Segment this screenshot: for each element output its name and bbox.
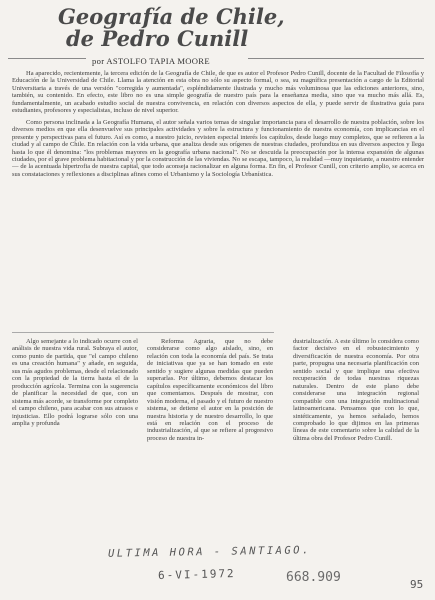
article-column-1 [12, 338, 138, 546]
byline: por ASTOLFO TAPIA MOORE [92, 56, 210, 66]
column-1-text: Algo semejante a lo indicado ocurre con el análisis de nuestra vida rural. Subraya el autor, como punto de partida, que "el campo chileno es una creación humana" y añade, en seguida, sus más agudos problemas, desde el relacionado con la propiedad de la tierra hasta el de la producción agrícola. Termina con la sugerencia de planificar la necesidad de que, con un sistema más acorde, se transforme por completo el campo chileno, para acabar con sus atrasos e injusticias. Ello podrá lograrse sólo con una amplia y profunda [12, 338, 138, 427]
handwritten-date: 6-VI-1972 [157, 566, 236, 583]
article-intro [12, 70, 424, 332]
article-column-2 [147, 338, 273, 546]
column-3-text: dustrialización. A este último lo considera como factor decisivo en el robustecimiento y diversificación de nuestra economía. Por otra parte, propugna una necesaria planificación con sentido social y que implique una efectiva recuperación de todas nuestras riquezas naturales. Dentro de este plano debe considerarse una integración regional compatible con una integración multinacional latinoamericana. Pensamos que con lo que, sintéticamente, ya hemos señalado, hemos comprobado lo que dijimos en las primeras líneas de este comentario sobre la calidad de la última obra del Profesor Pedro Cunill. [293, 338, 419, 442]
intro-paragraph-2: Como persona inclinada a la Geografía Humana, el autor señala varios temas de singular importancia para el desarrollo de nuestra población, sobre los diversos medios en que ella desenvuelve sus principales actividades y sobre la estructura y funcionamiento de nuestra economía, con implicancias en el presente y perspectivas para el futuro. Así es como, a nuestro juicio, revisten especial interés los capítulos, desde luego muy completos, que se refieren a la ciudad y al campo de Chile. En relación con la vida urbana, que analiza desde sus orígenes de nuestras ciudades, profundiza en sus diversos aspectos y llega hasta lo que él denomina: "los problemas mayores en la geografía urbana nacional". No se descuida la preocupación por la intensa expansión de algunas ciudades, por el grave problema habitacional y por la construcción de las viviendas. No se escapa, tampoco, la realidad —muy inquietante, a nuestro entender— de la acentuada hipertrofia de nuestra capital, que todo aconseja racionalizar en alguna forma. En fin, el Profesor Cunill, con criterio amplio, se acerca en sus constataciones y reflexiones a disciplinas afines como el Urbanismo y la Sociología Urbanística. [12, 118, 424, 178]
title-line-1: Geografía de Chile, [58, 4, 285, 29]
intro-paragraph-1: Ha aparecido, recientemente, la tercera edición de la Geografía de Chile, de que es autor el Profesor Pedro Cunill, docente de la Facultad de Filosofía y Educación de la Universidad de Chile. Llama la atención en esta obra no sólo su aspecto formal, o sea, su magnífica presentación a cargo de la Editorial Universitaria a través de una versión "corregida y aumentada", espléndidamente ilustrada y mucho más voluminosa que las ediciones anteriores, sino, también, su contenido. En efecto, este libro no es una simple geografía de nuestro país para la enseñanza media, sino que va mucho más allá. Es, fundamentalmente, un acabado estudio social de nuestra convivencia, en relación con diversos aspectos de ella, y puede servir de ilustrativa guía para estudiantes, profesores y especialistas, incluso de nivel superior. [12, 70, 424, 115]
column-2-text: Reforma Agraria, que no debe considerarse como algo aislado, sino, en relación con toda la economía del país. Se trata de iniciativas que ya se han tomado en este sentido y sugiere algunas medidas que pueden superarlas. Por último, debemos destacar los capítulos específicamente económicos del libro que comentamos. Después de mostrar, con visión moderna, el pasado y el futuro de nuestro sistema, se detiene el autor en la posición de nuestra historia y de nuestro desarrollo, lo que está en relación con el proceso de industrialización, al que se refiere al progresivo proceso de nuestra in- [147, 338, 273, 442]
column-divider [12, 332, 274, 333]
handwritten-source: ULTIMA HORA - SANTIAGO. [107, 544, 311, 560]
article-title [58, 6, 298, 50]
byline-rule-left [8, 58, 86, 59]
page-number: 95 [410, 578, 424, 591]
article-column-3 [293, 338, 419, 546]
title-line-2: de Pedro Cunill [66, 26, 249, 51]
byline-rule-right [248, 58, 424, 59]
handwritten-reference-number: 668.909 [286, 570, 341, 585]
